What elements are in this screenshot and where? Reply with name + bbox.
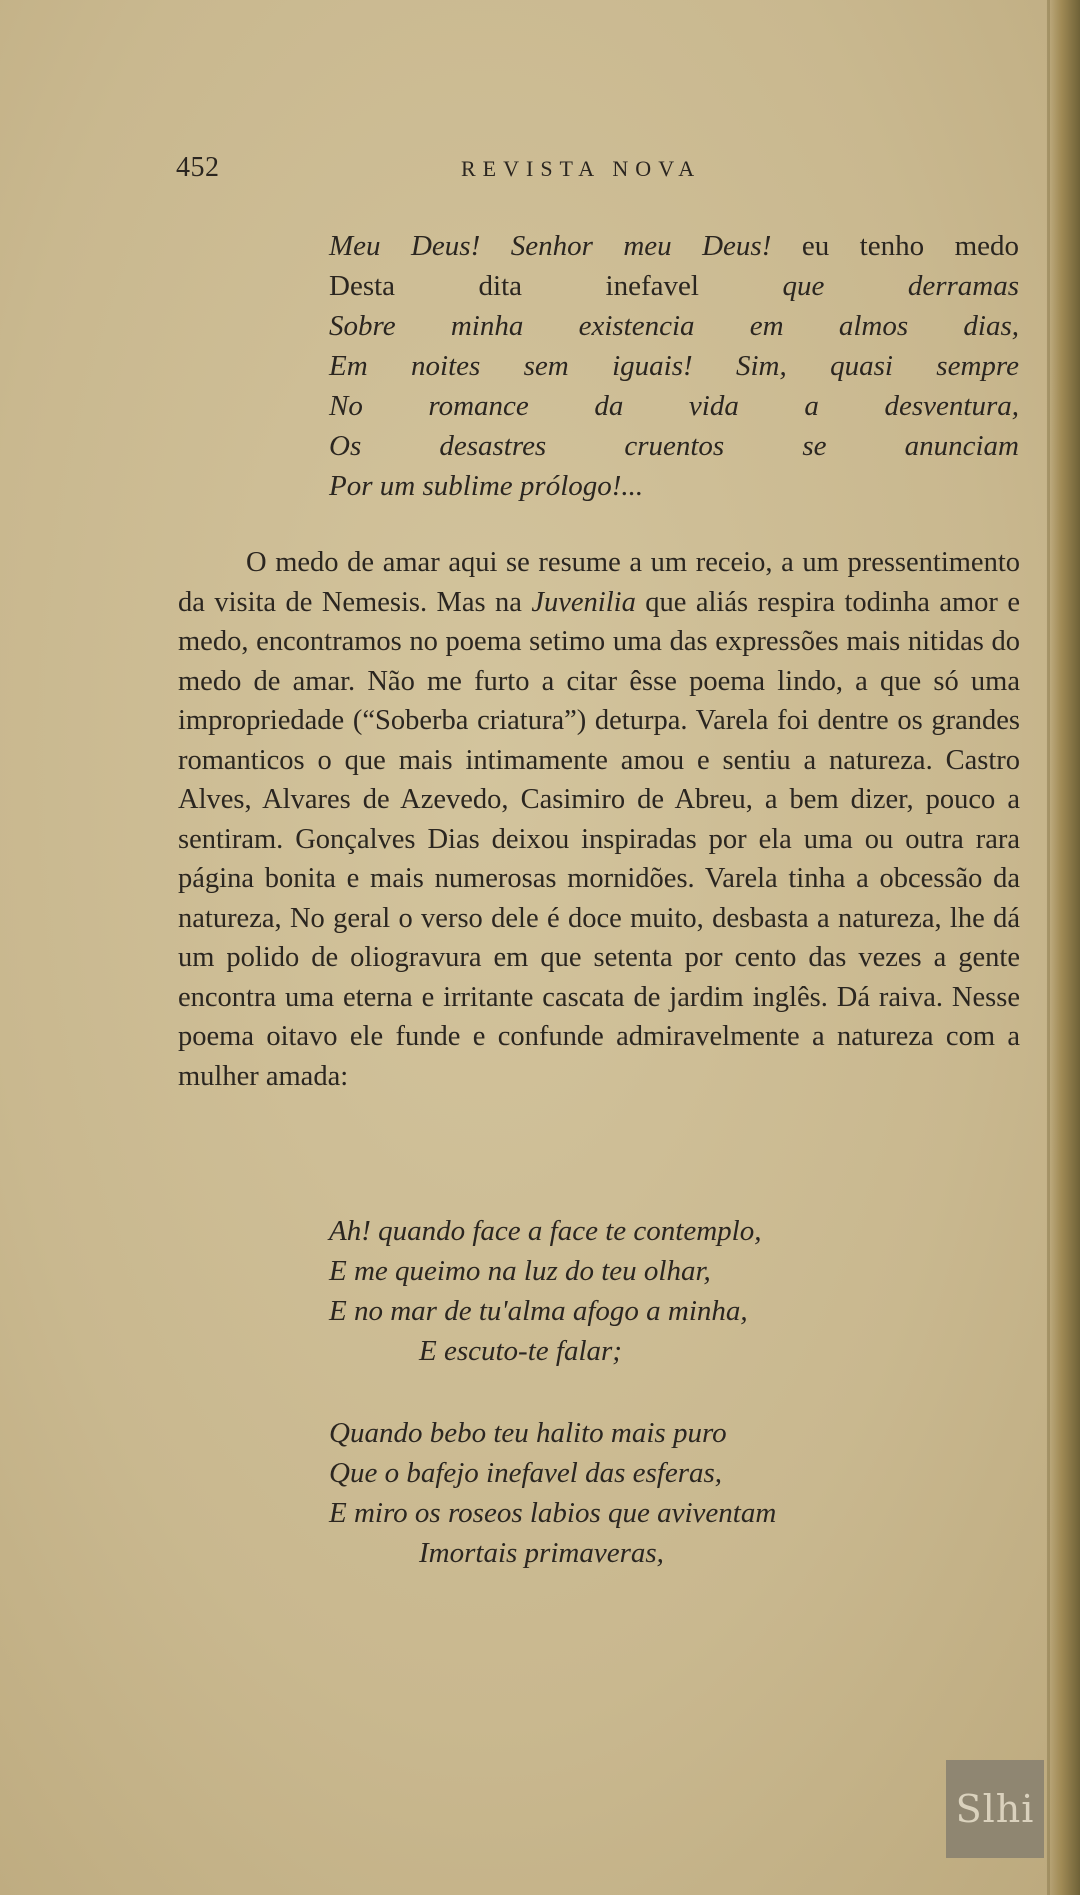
verse-stanza-2 <box>329 1211 761 1371</box>
verse-text: Que o bafejo inefavel das esferas, <box>329 1457 723 1489</box>
verse-text: E miro os roseos labios que aviventam <box>329 1497 777 1529</box>
verse-line <box>329 306 1019 346</box>
verse-text: Ah! quando face a face te contemplo, <box>329 1215 762 1247</box>
verse-line <box>329 1533 776 1573</box>
verse-italic-run: Meu Deus! Senhor meu Deus! <box>329 230 772 262</box>
verse-line <box>329 1251 761 1291</box>
prose-run: que aliás respira todinha amor e medo, encontramos no poema setimo uma das expressões mais nitidas do medo de amar. Não me furto a citar êsse poema lindo, a que só uma impropriedade (“Soberba criatura”) deturpa. Varela foi dentre os grandes romanticos o que mais intimamente amou e sentiu a natureza. Castro Alves, Alvares de Azevedo, Casimiro de Abreu, a bem dizer, pouco a sentiram. Gonçalves Dias deixou inspiradas por ela uma ou outra rara página bonita e mais numerosas mornidões. Varela tinha a obcessão da natureza, No geral o verso dele é doce muito, desbasta a natureza, lhe dá um polido de oliogravura em que setenta por cento das vezes a gente encontra uma eterna e irritante cascata de jardim inglês. Dá raiva. Nesse poema oitavo ele funde e confunde admiravelmente a natureza com a mulher amada: <box>178 586 1020 1092</box>
verse-line <box>329 226 1019 266</box>
verse-line <box>329 1453 776 1493</box>
prose-italic-run: Juvenilia <box>531 586 636 618</box>
verse-italic-run: Sobre minha existencia em almos dias, <box>329 310 1019 342</box>
running-head: REVISTA NOVA <box>461 156 702 181</box>
verse-text: E me queimo na luz do teu olhar, <box>329 1255 711 1287</box>
verse-italic-run: Por um sublime prólogo!... <box>329 470 644 502</box>
library-stamp-logo <box>946 1760 1044 1858</box>
verse-text: Imortais primaveras, <box>419 1537 664 1569</box>
prose-body <box>178 543 1020 1096</box>
verse-line <box>329 266 1019 306</box>
verse-stanza-1 <box>329 226 1019 506</box>
verse-italic-run: No romance da vida a desventura, <box>329 390 1019 422</box>
verse-line <box>329 1493 776 1533</box>
verse-line <box>329 386 1019 426</box>
verse-line <box>329 1211 761 1251</box>
prose-paragraph <box>178 543 1020 1096</box>
verse-roman-run: Desta dita inefavel <box>329 270 783 302</box>
verse-italic-run: Em noites sem iguais! Sim, quasi sempre <box>329 350 1019 382</box>
verse-italic-run: que derramas <box>782 270 1019 302</box>
page-number: 452 <box>176 152 220 183</box>
verse-text: Quando bebo teu halito mais puro <box>329 1417 727 1449</box>
verse-line <box>329 1413 776 1453</box>
stamp-text: Slhi <box>955 1787 1035 1831</box>
prose-run: O medo de amar aqui se resume a um receio, a um pressentimento da visita de Nemesis. Mas na <box>178 547 1020 618</box>
verse-stanza-3 <box>329 1413 776 1573</box>
verse-roman-run: eu tenho medo <box>771 230 1019 262</box>
page-edge <box>1046 0 1080 1895</box>
page-edge-line <box>1047 0 1050 1895</box>
verse-line <box>329 1331 761 1371</box>
verse-line <box>329 426 1019 466</box>
verse-line <box>329 346 1019 386</box>
page-header <box>176 152 1016 192</box>
verse-line <box>329 1291 761 1331</box>
verse-text: E escuto-te falar; <box>419 1335 622 1367</box>
verse-text: E no mar de tu'alma afogo a minha, <box>329 1295 748 1327</box>
verse-line <box>329 466 1019 506</box>
verse-italic-run: Os desastres cruentos se anunciam <box>329 430 1019 462</box>
